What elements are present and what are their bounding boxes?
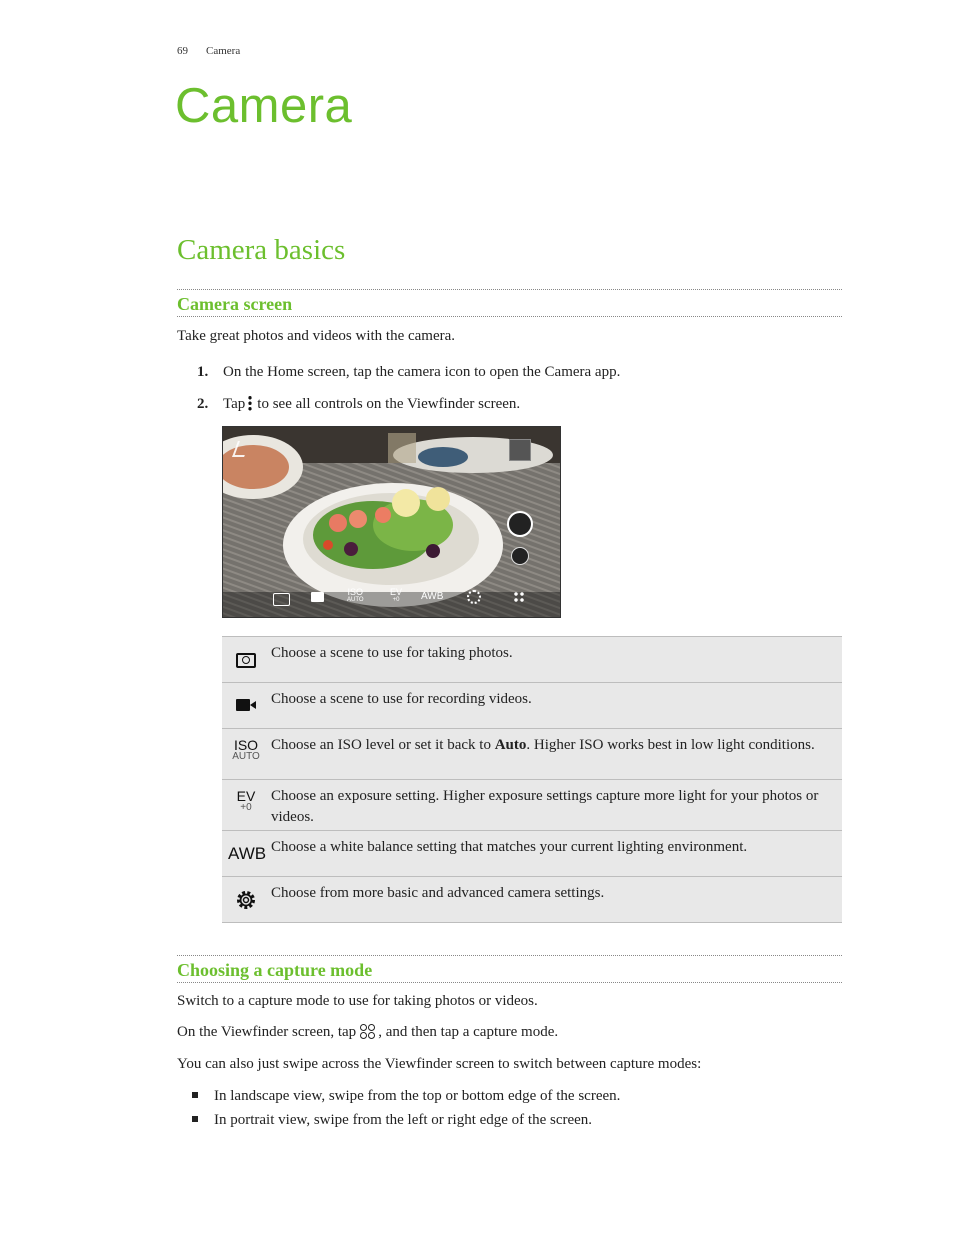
viewfinder-capture-mode-icon xyxy=(513,591,525,603)
control-description: Choose a white balance setting that matches your current lighting environment. xyxy=(271,839,748,855)
list-item xyxy=(177,1088,620,1105)
divider xyxy=(177,316,842,317)
step-1 xyxy=(197,364,620,381)
control-row-iso xyxy=(222,728,842,779)
awb-icon: AWB xyxy=(228,844,267,863)
capture-mode-icon xyxy=(360,1024,374,1038)
ev-icon-sub: +0 xyxy=(240,802,252,813)
viewfinder-iso-label: ISO xyxy=(347,587,364,597)
ev-icon xyxy=(228,790,264,814)
gear-icon xyxy=(228,889,264,911)
viewfinder-video-scene-icon xyxy=(311,592,324,602)
divider xyxy=(177,955,842,956)
iso-text-bold: Auto xyxy=(494,737,527,753)
shutter-button xyxy=(507,511,533,537)
iso-icon xyxy=(228,739,264,763)
control-row-photo-scene xyxy=(222,636,842,682)
bullet-text: In portrait view, swipe from the left or right edge of the screen. xyxy=(214,1112,593,1128)
divider xyxy=(177,982,842,983)
iso-text-before: Choose an ISO level or set it back to xyxy=(271,737,495,753)
bullet-text: In landscape view, swipe from the top or bottom edge of the screen. xyxy=(214,1088,621,1104)
iso-icon-sub: AUTO xyxy=(232,751,260,762)
tap-text-after: , and then tap a capture mode. xyxy=(378,1024,559,1040)
gallery-thumbnail xyxy=(509,439,531,461)
running-section: Camera xyxy=(206,45,241,57)
control-row-ev xyxy=(222,779,842,830)
list-item xyxy=(177,1112,592,1129)
more-options-icon xyxy=(248,395,252,411)
iso-icon-label: ISO xyxy=(233,737,259,753)
step-text: On the Home screen, tap the camera icon to open the Camera app. xyxy=(223,364,621,380)
capture-mode-intro: Switch to a capture mode to use for taking photos or videos. xyxy=(177,993,538,1009)
bullet xyxy=(192,1116,198,1122)
control-row-video-scene xyxy=(222,682,842,728)
step-number: 1. xyxy=(197,364,209,380)
video-record-button xyxy=(511,547,529,565)
section-title: Camera basics xyxy=(177,234,346,266)
iso-text-after: . Higher ISO works best in low light conditions. xyxy=(526,737,815,753)
photo-scene-icon xyxy=(228,653,264,668)
viewfinder-awb: AWB xyxy=(421,591,444,602)
ev-icon-label: EV xyxy=(236,788,256,804)
chapter-title: Camera xyxy=(175,79,353,133)
viewfinder-ev-label: EV xyxy=(390,587,403,597)
capture-mode-heading: Choosing a capture mode xyxy=(177,960,373,980)
viewfinder-gear-icon xyxy=(467,590,481,604)
page-number: 69 xyxy=(177,45,188,57)
camera-screen-heading: Camera screen xyxy=(177,294,293,314)
control-row-awb xyxy=(222,830,842,876)
tap-text-before: On the Viewfinder screen, tap xyxy=(177,1024,357,1040)
capture-mode-swipe: You can also just swipe across the Viewfinder screen to switch between capture modes: xyxy=(177,1056,702,1072)
viewfinder-screenshot xyxy=(222,426,561,618)
viewfinder-iso xyxy=(347,588,364,604)
step-number: 2. xyxy=(197,396,209,412)
capture-mode-tap xyxy=(177,1024,558,1041)
step-text: Tap xyxy=(223,396,246,412)
camera-screen-intro: Take great photos and videos with the camera. xyxy=(177,328,456,344)
step-2 xyxy=(197,395,520,413)
control-description: Choose from more basic and advanced camera settings. xyxy=(271,885,605,901)
viewfinder-photo-scene-icon xyxy=(273,593,290,606)
step-text: to see all controls on the Viewfinder screen. xyxy=(257,396,521,412)
viewfinder-ev-sub: +0 xyxy=(392,597,400,603)
running-header xyxy=(177,45,240,57)
control-description: Choose an exposure setting. Higher exposure settings capture more light for your photos or videos. xyxy=(271,788,819,825)
viewfinder-iso-sub: AUTO xyxy=(347,597,364,603)
control-row-settings xyxy=(222,876,842,923)
divider xyxy=(177,289,842,290)
viewfinder-ev xyxy=(390,588,402,604)
control-description: Choose a scene to use for recording videos. xyxy=(271,691,532,707)
control-description xyxy=(271,735,831,756)
bullet xyxy=(192,1092,198,1098)
video-scene-icon xyxy=(228,699,264,711)
control-description: Choose a scene to use for taking photos. xyxy=(271,645,513,661)
